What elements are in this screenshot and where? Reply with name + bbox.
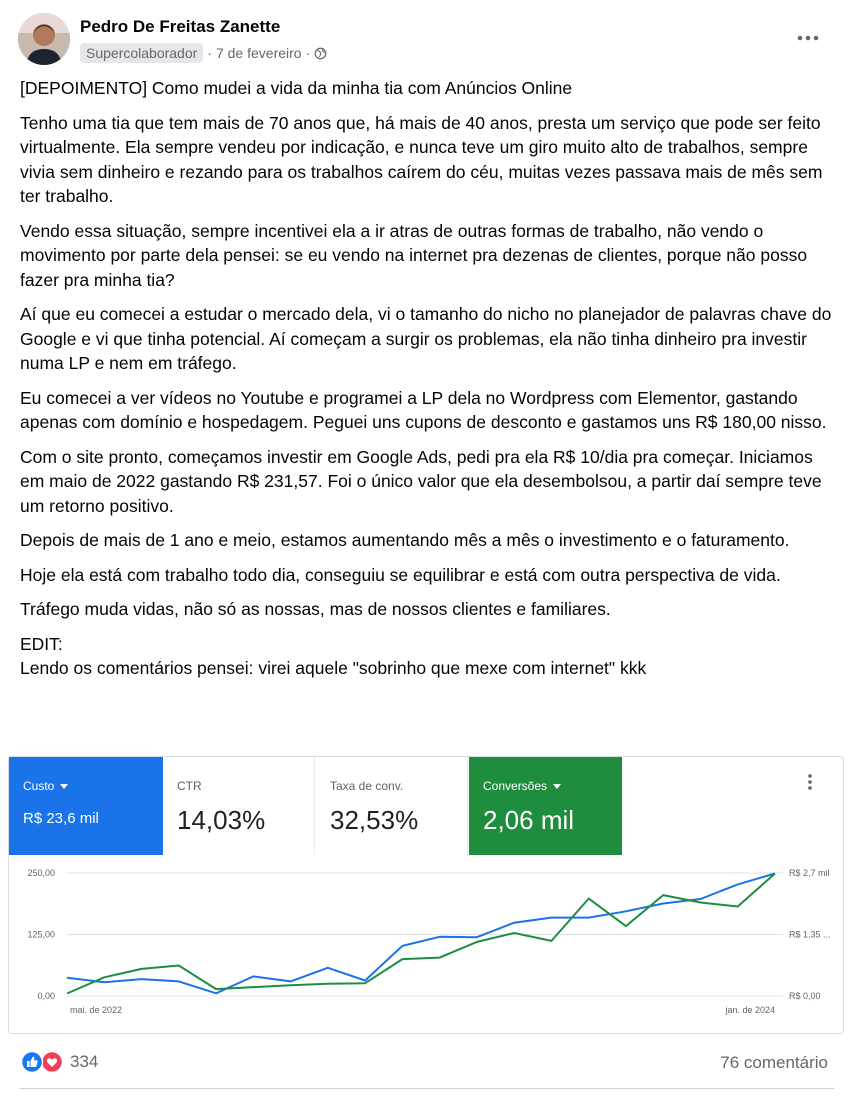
reaction-summary[interactable] bbox=[20, 1050, 98, 1074]
post-paragraph: [DEPOIMENTO] Como mudei a vida da minha tia com Anúncios Online bbox=[20, 78, 573, 98]
x-tick-label: jan. de 2024 bbox=[725, 1005, 775, 1015]
globe-icon bbox=[314, 47, 327, 60]
meta-separator: · bbox=[207, 45, 212, 61]
metric-tile-cost[interactable] bbox=[9, 757, 163, 855]
metric-label: CTR bbox=[177, 779, 202, 793]
post-meta bbox=[80, 43, 327, 63]
caret-down-icon bbox=[553, 784, 561, 789]
post-paragraph: Aí que eu comecei a estudar o mercado dela, vi o tamanho do nicho no planejador de palavras chave do Google e vi que tinha potencial. Aí começam a surgir os problemas, ela não tinha dinheiro pra investir numa LP e nem em tráfego. bbox=[20, 304, 832, 373]
reactions-icon bbox=[20, 1050, 64, 1074]
comment-count-link[interactable]: 76 comentário bbox=[720, 1053, 828, 1072]
post-paragraph: Eu comecei a ver vídeos no Youtube e programei a LP dela no Wordpress com Elementor, gastando apenas com domínio e hospedagem. Peguei uns cupons de desconto e gastamos uns R$ 180,00 nisso. bbox=[20, 387, 827, 432]
metric-value: 2,06 mil bbox=[483, 805, 575, 835]
edit-text: Lendo os comentários pensei: virei aquele "sobrinho que mexe com internet" kkk bbox=[20, 658, 647, 678]
post-paragraph: Tráfego muda vidas, não só as nossas, mas de nossos clientes e familiares. bbox=[20, 599, 611, 619]
y-right-tick-label: R$ 2,7 mil bbox=[789, 868, 830, 878]
caret-down-icon bbox=[60, 784, 68, 789]
y-left-tick-label: 250,00 bbox=[27, 868, 55, 878]
ads-dashboard-image[interactable] bbox=[8, 756, 844, 1034]
metric-label: Custo bbox=[23, 779, 55, 793]
status-badge[interactable]: Supercolaborador bbox=[80, 43, 203, 63]
metric-tile-conv-rate[interactable] bbox=[316, 757, 468, 855]
post-paragraph: Hoje ela está com trabalho todo dia, conseguiu se equilibrar e está com outra perspectiva de vida. bbox=[20, 564, 781, 585]
y-left-tick-label: 125,00 bbox=[27, 929, 55, 940]
reaction-count: 334 bbox=[70, 1052, 99, 1071]
edit-label: EDIT: bbox=[20, 633, 63, 654]
metric-value: 14,03% bbox=[177, 805, 266, 835]
post-paragraph: Depois de mais de 1 ano e meio, estamos aumentando mês a mês o investimento e o faturamento. bbox=[20, 530, 790, 550]
y-right-tick-label: R$ 1,35 ... bbox=[789, 929, 831, 940]
post-body bbox=[20, 76, 835, 681]
metric-value: R$ 23,6 mil bbox=[23, 810, 99, 827]
avatar[interactable] bbox=[18, 13, 70, 65]
series-line-conversions bbox=[67, 874, 775, 994]
metric-label: Conversões bbox=[483, 779, 548, 793]
y-right-tick-label: R$ 0,00 bbox=[789, 991, 821, 1001]
metric-tile-conversions[interactable] bbox=[469, 757, 622, 855]
x-tick-label: mai. de 2022 bbox=[70, 1005, 123, 1015]
metric-label: Taxa de conv. bbox=[330, 779, 404, 793]
post-paragraph: Vendo essa situação, sempre incentivei ela a ir atras de outras formas de trabalho, não vendo o movimento por parte dela pensei: se eu vendo na internet pra dezenas de clientes, porque não posso fazer pra minha tia? bbox=[20, 220, 808, 290]
series-line-cost bbox=[67, 874, 775, 994]
post-paragraph: Com o site pronto, começamos investir em Google Ads, pedi pra ela R$ 10/dia pra começar. Iniciamos em maio de 2022 gastando R$ 231,57. Foi o único valor que ela desembolsou, a partir daí sempre teve um retorno positivo. bbox=[20, 446, 822, 516]
kebab-menu-icon[interactable] bbox=[807, 773, 813, 791]
divider bbox=[20, 1088, 834, 1089]
y-left-tick-label: 0,00 bbox=[37, 991, 55, 1001]
avatar-image bbox=[18, 13, 70, 65]
post-paragraph: Tenho uma tia que tem mais de 70 anos que, há mais de 40 anos, presta um serviço que pode ser feito virtualmente. Ela sempre vendeu por indicação, e nunca teve um giro muito alto de trabalhos, sempre vivia sem dinheiro e rezando para os trabalhos caírem do céu, muitas vezes passava mais de mês sem ter trabalho. bbox=[20, 112, 823, 206]
metric-tile-ctr[interactable] bbox=[163, 757, 315, 855]
post-date[interactable]: 7 de fevereiro bbox=[215, 45, 302, 61]
author-name[interactable]: Pedro De Freitas Zanette bbox=[80, 17, 281, 36]
more-options-icon[interactable] bbox=[796, 28, 820, 48]
metric-value: 32,53% bbox=[330, 805, 419, 835]
meta-separator-2: · bbox=[305, 45, 311, 61]
performance-chart bbox=[9, 855, 841, 1031]
